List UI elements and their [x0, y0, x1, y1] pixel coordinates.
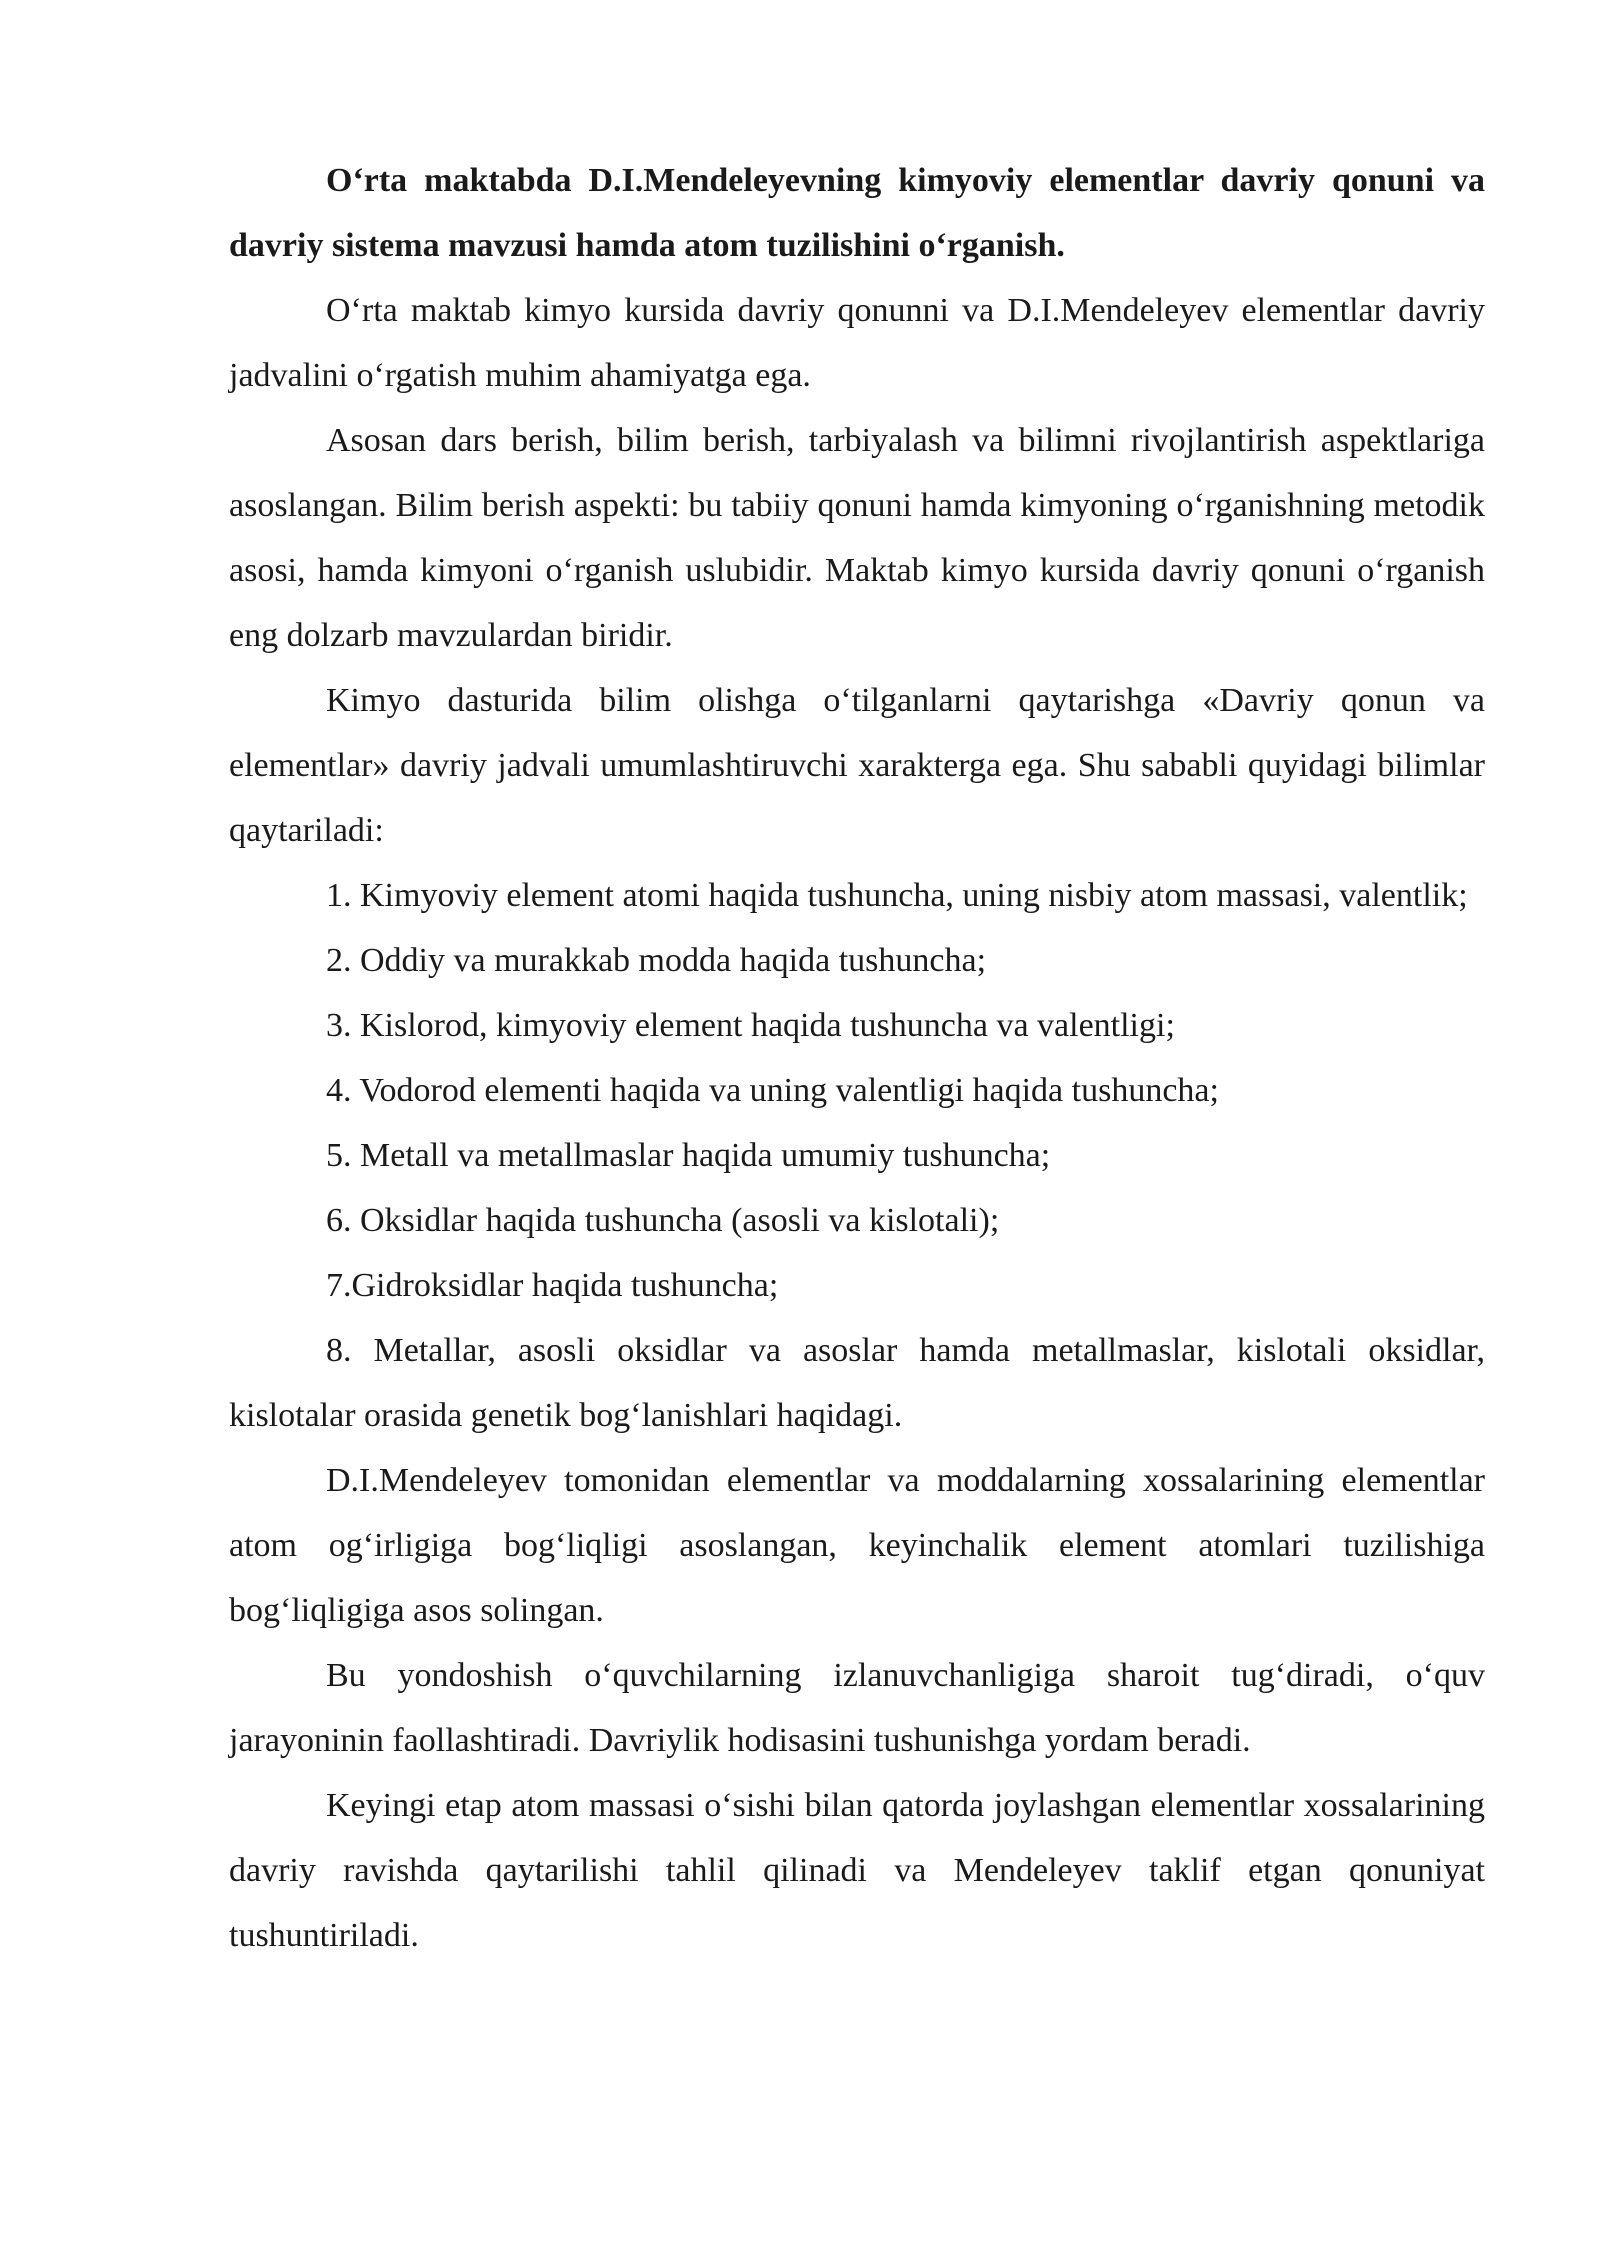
list-item-7: 7.Gidroksidlar haqida tushuncha;: [326, 1267, 779, 1304]
list-item-1: 1. Kimyoviy element atomi haqida tushuncha, uning nisbiy atom massasi, valentlik;: [326, 877, 1468, 914]
paragraph-program: Kimyo dasturida bilim olishga o‘tilganlarni qaytarishga «Davriy qonun va elementlar» davriy jadvali umumlashtiruvchi xarakterga ega. Shu sababli quyidagi bilimlar qaytariladi:: [229, 682, 1485, 849]
document-body: [229, 148, 1485, 1968]
paragraph-aspects: Asosan dars berish, bilim berish, tarbiyalash va bilimni rivojlantirish aspektlariga asoslangan. Bilim berish aspekti: bu tabiiy qonuni hamda kimyoning o‘rganishning metodik asosi, hamda kimyoni o‘rganish uslubidir. Maktab kimyo kursida davriy qonuni o‘rganish eng dolzarb mavzulardan biridir.: [229, 422, 1485, 654]
list-item-6: 6. Oksidlar haqida tushuncha (asosli va kislotali);: [326, 1202, 1000, 1239]
list-item-8: 8. Metallar, asosli oksidlar va asoslar hamda metallmaslar, kislotali oksidlar, kislotalar orasida genetik bog‘lanishlari haqidagi.: [229, 1332, 1485, 1434]
paragraph-next-stage: Keyingi etap atom massasi o‘sishi bilan qatorda joylashgan elementlar xossalarining davriy ravishda qaytarilishi tahlil qilinadi va Mendeleyev taklif etgan qonuniyat tushuntiriladi.: [229, 1787, 1485, 1954]
list-item-4: 4. Vodorod elementi haqida va uning valentligi haqida tushuncha;: [326, 1072, 1219, 1109]
paragraph-intro: O‘rta maktab kimyo kursida davriy qonunni va D.I.Mendeleyev elementlar davriy jadvalini o‘rgatish muhim ahamiyatga ega.: [229, 292, 1485, 394]
paragraph-mendeleyev: D.I.Mendeleyev tomonidan elementlar va moddalarning xossalarining elementlar atom og‘irligiga bog‘liqligi asoslangan, keyinchalik element atomlari tuzilishiga bog‘liqligiga asos solingan.: [229, 1462, 1485, 1629]
list-item-5: 5. Metall va metallmaslar haqida umumiy tushuncha;: [326, 1137, 1051, 1174]
list-item-3: 3. Kislorod, kimyoviy element haqida tushuncha va valentligi;: [326, 1007, 1175, 1044]
document-title: O‘rta maktabda D.I.Mendeleyevning kimyoviy elementlar davriy qonuni va davriy sistema mavzusi hamda atom tuzilishini o‘rganish.: [229, 162, 1485, 264]
list-item-2: 2. Oddiy va murakkab modda haqida tushuncha;: [326, 942, 987, 979]
paragraph-approach: Bu yondoshish o‘quvchilarning izlanuvchanligiga sharoit tug‘diradi, o‘quv jarayoninin faollashtiradi. Davriylik hodisasini tushunishga yordam beradi.: [229, 1657, 1485, 1759]
